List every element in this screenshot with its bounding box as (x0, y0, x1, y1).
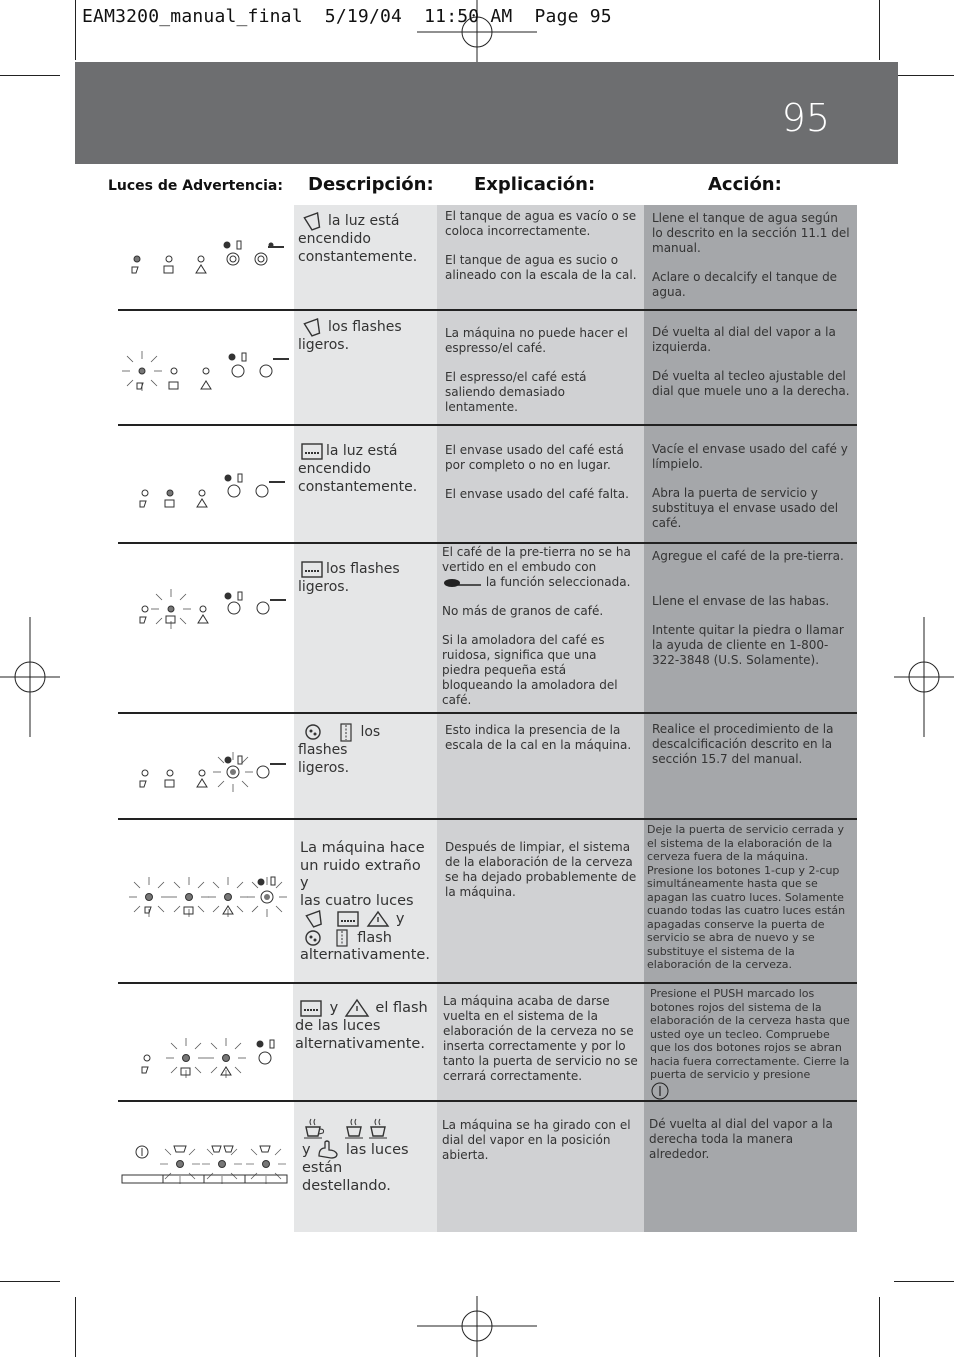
crop-mark (879, 1297, 880, 1357)
table-row (118, 714, 857, 818)
description-text: los flashes ligeros. (298, 319, 402, 353)
two-cup-icon (343, 1118, 395, 1140)
warning-lights-panel (118, 426, 294, 542)
explanation-text: El envase usado del café falta. (445, 487, 629, 501)
descaling-icon (300, 929, 326, 947)
explanation-text: La máquina no puede hacer el espresso/el café. (445, 326, 628, 355)
action-text: Deje la puerta de servicio cerrada y el sistema de la elaboración de la cerveza fuera de la máquina. Presione los botones 1-cup y 2-cup simultáneamente hasta que se apagan las cuatro luces. Solamente cuando todas las cuatro luces están apagadas conserve la puerta de servicio se abra de nuevo y se substituye el sistema de la elaboración de la cerveza. (647, 823, 846, 971)
explanation-cell (437, 984, 644, 1100)
crop-mark (0, 1281, 60, 1282)
steam-hand-icon (315, 1140, 341, 1160)
explanation-text: El tanque de agua es sucio o alineado con la escala de la cal. (445, 253, 637, 282)
warning-triangle-icon (343, 998, 371, 1018)
description-text: la luz está encendido constantemente. (298, 443, 418, 495)
explanation-text: Si la amoladora del café es ruidosa, significa que una piedra pequeña está bloqueando la amoladora del café. (442, 633, 618, 707)
explanation-text: El tanque de agua es vacío o se coloca incorrectamente. (445, 209, 637, 238)
action-text: Llene el envase de las habas. (652, 594, 830, 608)
action-text: Aclare o decalcify el tanque de agua. (652, 270, 838, 299)
explanation-text: El envase usado del café está por completo o no en lugar. (445, 443, 624, 472)
explanation-text: El café de la pre-tierra no se ha vertido en el embudo con (442, 545, 631, 574)
used-coffee-container-icon (298, 441, 326, 461)
warning-lights-panel (118, 714, 294, 818)
crop-mark (879, 0, 880, 60)
description-text: y (302, 1142, 311, 1158)
description-cell (294, 311, 437, 424)
header-action: Acción: (708, 174, 782, 195)
crop-mark (894, 1281, 954, 1282)
description-text: las luces están destellando. (302, 1142, 409, 1194)
explanation-cell (437, 820, 644, 982)
header-description: Descripción: (308, 174, 434, 195)
action-cell (644, 820, 857, 982)
description-text: La máquina hace un ruido extraño y las cuatro luces (300, 840, 425, 909)
descaling-icon (298, 722, 328, 742)
warning-lights-panel (118, 984, 294, 1100)
explanation-cell (437, 426, 644, 542)
warning-triangle-icon (365, 910, 391, 928)
water-tank-icon (300, 910, 330, 928)
explanation-text: El espresso/el café está saliendo demasiado lentamente. (445, 370, 587, 414)
action-text: Realice el procedimiento de la descalcificación descrito en la sección 15.7 del manual. (652, 722, 834, 766)
description-cell (294, 426, 437, 542)
table-row (118, 984, 857, 1100)
registration-mark-icon (417, 1296, 537, 1357)
description-cell (294, 205, 437, 309)
table-row (118, 544, 857, 712)
warning-lights-panel (118, 205, 294, 309)
power-button-icon (650, 1082, 670, 1100)
table-row (118, 820, 857, 982)
description-text: y (395, 911, 405, 927)
explanation-text: la función seleccionada. (485, 575, 631, 589)
header-warning-lights: Luces de Advertencia: (108, 178, 283, 194)
action-text: Intente quitar la piedra o llamar la ayuda de cliente en 1-800-322-3848 (U.S. Solamente). (652, 623, 844, 667)
action-text: Dé vuelta al dial del vapor a la izquierda. (652, 325, 836, 354)
warning-lights-panel (118, 544, 294, 712)
action-text: Presione el PUSH marcado los botones rojos del sistema de la elaboración de la cerveza hasta que usted oye un tecleo. Compruebe que los dos botones rojos se abran hacia fuera correctamente. Cierre la puerta de servicio y presione (650, 987, 850, 1081)
action-text: Dé vuelta al dial del vapor a la derecha toda la manera alrededor. (649, 1117, 833, 1161)
description-cell (294, 820, 437, 982)
explanation-text: La máquina acaba de darse vuelta en el sistema de la elaboración de la cerveza no se inserta correctamente y por lo tanto la puerta de servicio no se cerrará correctamente. (443, 994, 638, 1083)
table-row (118, 205, 857, 309)
table-row (118, 1102, 857, 1232)
action-text: Abra la puerta de servicio y substituya el envase usado del café. (652, 486, 839, 530)
description-text: y (329, 1000, 339, 1016)
description-text: los flashes ligeros. (298, 724, 381, 776)
warning-lights-panel (118, 820, 294, 982)
water-tank-icon (298, 317, 328, 337)
crop-mark (894, 75, 954, 76)
crop-mark (75, 0, 76, 60)
descale-indicator-icon (332, 722, 360, 742)
action-text: Llene el tanque de agua según lo descrito en la sección 11.1 del manual. (652, 211, 850, 255)
explanation-text: Esto indica la presencia de la escala de la cal en la máquina. (445, 723, 632, 752)
explanation-cell (437, 1102, 644, 1232)
action-cell (644, 311, 857, 424)
table-row (118, 311, 857, 424)
registration-mark-icon (0, 617, 60, 737)
explanation-cell (437, 311, 644, 424)
action-text: Agregue el café de la pre-tierra. (652, 549, 844, 563)
description-cell (294, 1102, 437, 1232)
header-explanation: Explicación: (474, 174, 596, 195)
description-cell (294, 544, 437, 712)
warning-lights-panel (118, 311, 294, 424)
used-coffee-container-icon (298, 559, 326, 579)
explanation-text: La máquina se ha girado con el dial del vapor en la posición abierta. (442, 1118, 631, 1162)
descale-indicator-icon (331, 929, 353, 947)
description-cell (293, 984, 437, 1100)
page-number: 95 (781, 96, 830, 140)
action-cell (644, 984, 857, 1100)
description-text: el flash (375, 1000, 428, 1016)
one-cup-icon (302, 1118, 328, 1140)
water-tank-icon (298, 211, 328, 231)
description-text: la luz está encendido constantemente. (298, 213, 418, 265)
explanation-text: No más de granos de café. (442, 604, 604, 618)
action-text: Dé vuelta al tecleo ajustable del dial que muele uno a la derecha. (652, 369, 850, 398)
crop-mark (0, 75, 60, 76)
action-cell (644, 714, 857, 818)
used-coffee-container-icon (295, 998, 325, 1018)
registration-mark-icon (894, 617, 954, 737)
explanation-cell (437, 544, 644, 712)
page-banner (75, 62, 898, 164)
description-text: flash (357, 929, 392, 946)
table-row (118, 426, 857, 542)
description-text: los flashes ligeros. (298, 561, 400, 595)
description-cell (294, 714, 437, 818)
description-text: de las luces alternativamente. (295, 1018, 425, 1052)
explanation-text: Después de limpiar, el sistema de la elaboración de la cerveza se ha dejado probablemente de la máquina. (445, 840, 637, 899)
crop-mark (75, 1297, 76, 1357)
action-text: Vacíe el envase usado del café y límpielo. (652, 442, 848, 471)
description-text: alternativamente. (300, 947, 430, 963)
print-header: EAM3200_manual_final 5/19/04 11:50 AM Page 95 (82, 6, 612, 27)
explanation-cell (437, 714, 644, 818)
warning-lights-panel (118, 1102, 294, 1232)
action-cell (644, 544, 857, 712)
used-coffee-container-icon (335, 910, 361, 928)
action-cell (644, 1102, 857, 1232)
action-cell (644, 426, 857, 542)
explanation-cell (437, 205, 644, 309)
pre-ground-spoon-icon (442, 577, 482, 589)
action-cell (644, 205, 857, 309)
